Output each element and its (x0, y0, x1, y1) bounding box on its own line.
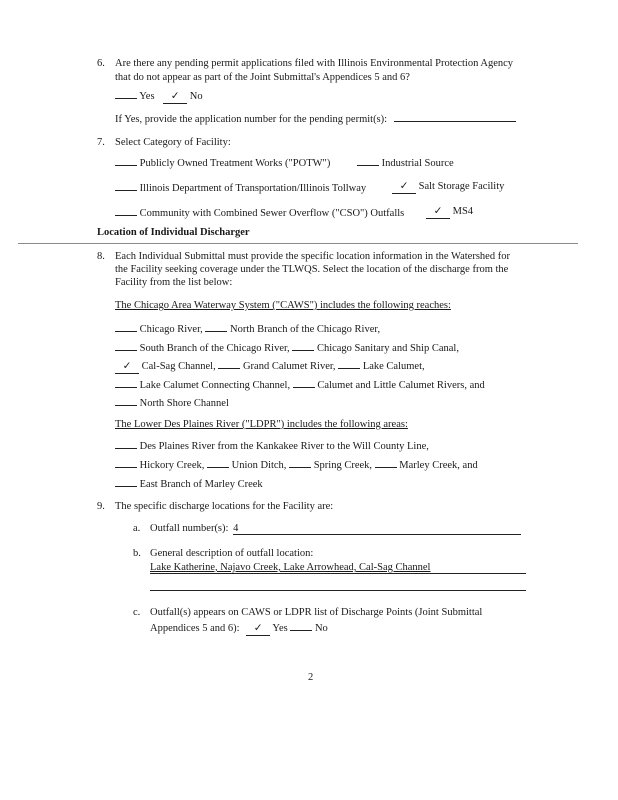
spring-checkbox[interactable] (289, 457, 311, 468)
east-marley-label: East Branch of Marley Creek (139, 479, 263, 490)
cal-sag-label: Cal-Sag Channel, (141, 361, 216, 372)
q7-ms4-checkbox[interactable]: ✓ (426, 206, 450, 219)
grand-calumet-checkbox[interactable] (218, 358, 240, 369)
q9c-yes-label: Yes (272, 623, 288, 634)
q7-cso-checkbox[interactable] (115, 205, 137, 216)
section-heading: Location of Individual Discharger (97, 227, 250, 238)
lake-calumet-conn-label: Lake Calumet Connecting Channel, (139, 380, 291, 391)
ldpr-row1 (115, 438, 429, 453)
page-number: 2 (308, 672, 314, 683)
caws-row5 (115, 395, 229, 410)
q9c-no-checkbox[interactable] (290, 620, 312, 631)
sanitary-ship-checkbox[interactable] (292, 340, 314, 351)
cal-sag-checkbox[interactable]: ✓ (115, 361, 139, 374)
q8-line2: the Facility seeking coverage under the TLWQS. Select the location of the discharge from the (115, 264, 509, 275)
south-branch-checkbox[interactable] (115, 340, 137, 351)
q7-salt-label: Salt Storage Facility (418, 181, 505, 192)
q7-industrial-checkbox[interactable] (357, 155, 379, 166)
q7-industrial-label: Industrial Source (381, 158, 454, 169)
q9b-text: General description of outfall location: (150, 548, 314, 559)
q9a-label: a. (133, 523, 141, 534)
outfall-description-value: Lake Katherine, Najavo Creek, Lake Arrowhead, Cal-Sag Channel (150, 562, 431, 573)
q9c-label: c. (133, 607, 141, 618)
q6-text-line1: Are there any pending permit applications filed with Illinois Environmental Protection Agency (115, 58, 514, 69)
caws-row1 (115, 321, 380, 336)
ldpr-row2 (115, 457, 478, 472)
lake-calumet-conn-checkbox[interactable] (115, 377, 137, 388)
union-label: Union Ditch, (231, 460, 287, 471)
lake-calumet-label: Lake Calumet, (362, 361, 425, 372)
q7-ms4-option (426, 205, 473, 219)
q9c-no-label: No (314, 623, 328, 634)
chicago-river-checkbox[interactable] (115, 321, 137, 332)
q9c-line2 (150, 620, 328, 636)
caws-row2 (115, 340, 459, 355)
sanitary-ship-label: Chicago Sanitary and Ship Canal, (316, 343, 459, 354)
q7-idot-checkbox[interactable] (115, 180, 137, 191)
q7-cso-option (115, 205, 404, 220)
south-branch-label: South Branch of the Chicago River, (139, 343, 290, 354)
q7-text: Select Category of Facility: (115, 137, 231, 148)
q7-salt-checkbox[interactable]: ✓ (392, 181, 416, 194)
q9c-line2-text: Appendices 5 and 6): (150, 623, 240, 634)
ldpr-row3 (115, 476, 263, 491)
ldpr-heading: The Lower Des Plaines River ("LDPR") includes the following areas: (115, 419, 408, 430)
outfall-number-value: 4 (233, 523, 239, 534)
caws-heading: The Chicago Area Waterway System ("CAWS") includes the following reaches: (115, 300, 451, 311)
calumet-little-label: Calumet and Little Calumet Rivers, and (317, 380, 485, 391)
des-plaines-label: Des Plaines River from the Kankakee River to the Will County Line, (139, 441, 429, 452)
q9a-row (150, 522, 521, 535)
q9-text: The specific discharge locations for the Facility are: (115, 501, 334, 512)
union-checkbox[interactable] (207, 457, 229, 468)
q6-yes-label: Yes (139, 91, 155, 102)
q6-options (115, 88, 203, 104)
q6-text-line2: that do not appear as part of the Joint Submittal's Appendices 5 and 6? (115, 72, 410, 83)
hickory-label: Hickory Creek, (139, 460, 205, 471)
q9c-line1: Outfall(s) appears on CAWS or LDPR list of Discharge Points (Joint Submittal (150, 607, 483, 618)
q6-followup (115, 111, 516, 126)
marley-label: Marley Creek, and (399, 460, 478, 471)
east-marley-checkbox[interactable] (115, 476, 137, 487)
q6-permit-number-field[interactable] (394, 111, 516, 122)
calumet-little-checkbox[interactable] (293, 377, 315, 388)
q8-line1: Each Individual Submittal must provide the specific location information in the Watershed for (115, 251, 510, 262)
q7-idot-label: Illinois Department of Transportation/Illinois Tollway (139, 183, 367, 194)
q7-ms4-label: MS4 (452, 206, 474, 217)
q6-no-label: No (189, 91, 203, 102)
north-shore-checkbox[interactable] (115, 395, 137, 406)
caws-row3 (115, 358, 425, 374)
q9b-value-row (150, 561, 526, 574)
q8-number: 8. (97, 251, 105, 262)
hickory-checkbox[interactable] (115, 457, 137, 468)
q6-followup-text: If Yes, provide the application number for the pending permit(s): (115, 114, 388, 125)
spring-label: Spring Creek, (313, 460, 373, 471)
q7-potw-option (115, 155, 330, 170)
q9a-text: Outfall number(s): (150, 523, 229, 534)
lake-calumet-checkbox[interactable] (338, 358, 360, 369)
q9-number: 9. (97, 501, 105, 512)
q7-industrial-option (357, 155, 454, 170)
outfall-description-line2[interactable] (150, 590, 526, 591)
north-branch-checkbox[interactable] (205, 321, 227, 332)
caws-row4 (115, 377, 485, 392)
q7-number: 7. (97, 137, 105, 148)
q7-idot-option (115, 180, 366, 195)
grand-calumet-label: Grand Calumet River, (242, 361, 336, 372)
q7-potw-checkbox[interactable] (115, 155, 137, 166)
q7-salt-option (392, 180, 504, 194)
north-branch-label: North Branch of the Chicago River, (230, 324, 381, 335)
q6-yes-checkbox[interactable] (115, 88, 137, 99)
q7-cso-label: Community with Combined Sewer Overflow ("CSO") Outfalls (139, 208, 405, 219)
q6-no-checkbox[interactable]: ✓ (163, 91, 187, 104)
section-divider (18, 243, 578, 244)
q7-potw-label: Publicly Owned Treatment Works ("POTW") (139, 158, 331, 169)
outfall-description-field[interactable] (150, 561, 526, 574)
marley-checkbox[interactable] (375, 457, 397, 468)
north-shore-label: North Shore Channel (139, 398, 229, 409)
q9c-yes-checkbox[interactable]: ✓ (246, 623, 270, 636)
q6-number: 6. (97, 58, 105, 69)
des-plaines-checkbox[interactable] (115, 438, 137, 449)
q8-line3: Facility from the list below: (115, 277, 233, 288)
q9b-label: b. (133, 548, 141, 559)
chicago-river-label: Chicago River, (139, 324, 203, 335)
outfall-number-field[interactable] (233, 522, 521, 535)
